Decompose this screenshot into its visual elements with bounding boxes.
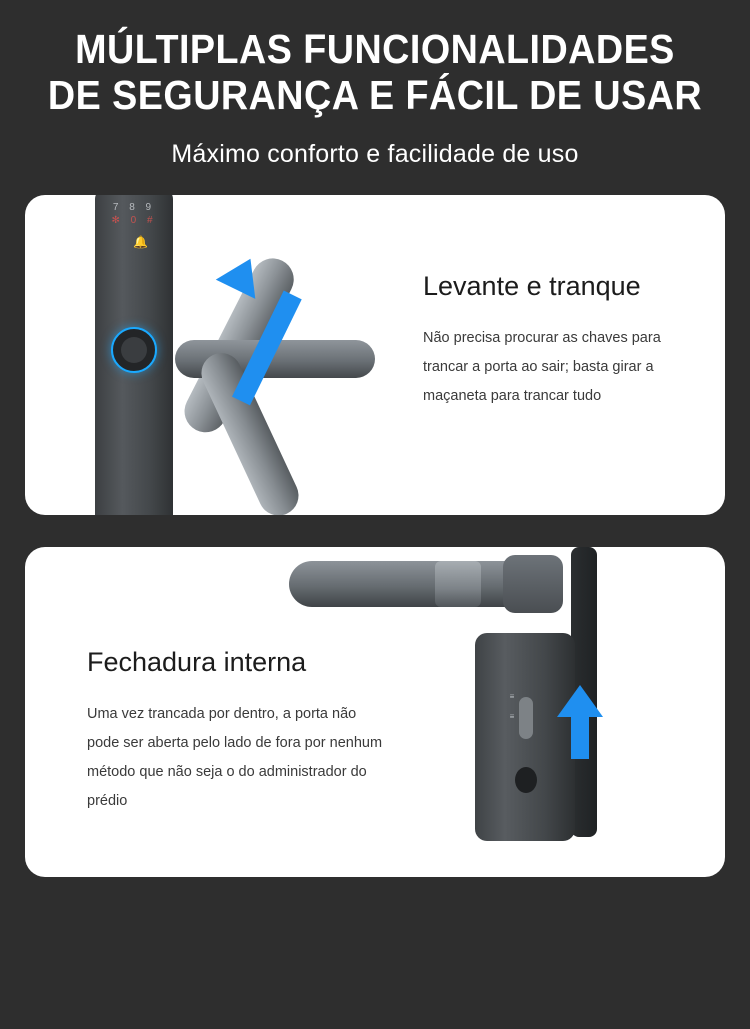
card1-text-block: [423, 271, 693, 411]
thumb-turn-switch: [519, 697, 533, 739]
page-title-line-2: DE SEGURANÇA E FÁCIL DE USAR: [47, 72, 703, 118]
page-title: [30, 26, 720, 118]
keyhole-icon: [515, 767, 537, 793]
slide-up-arrow-icon: [557, 685, 603, 757]
page-header: [0, 0, 750, 169]
switch-marks: ≡ ≡: [509, 692, 515, 721]
fingerprint-reader-icon: [111, 327, 157, 373]
card1-heading: Levante e tranque: [423, 271, 641, 301]
keypad-row-1: 7 8 9: [112, 202, 156, 213]
feature-card-interior-lock: [25, 547, 725, 877]
card2-heading: Fechadura interna: [87, 647, 307, 677]
fingerprint-reader-center: [121, 337, 147, 363]
card2-text-block: [87, 647, 387, 816]
card2-body: Uma vez trancada por dentro, a porta não pode ser aberta pelo lado de fora por nenhum método que não seja o do administrador do prédio: [87, 706, 383, 809]
feature-card-lift-to-lock: [25, 195, 725, 515]
interior-handle-band: [435, 561, 481, 607]
bell-icon: 🔔: [133, 235, 148, 249]
page-subtitle: Máximo conforto e facilidade de uso: [171, 140, 579, 168]
lock-front-panel-illustration: [95, 195, 173, 515]
interior-handle: [289, 561, 539, 607]
interior-handle-base: [503, 555, 563, 613]
card1-body: Não precisa procurar as chaves para trancar a porta ao sair; basta girar a maçaneta para trancar tudo: [423, 330, 661, 404]
keypad-row-2: ✻ 0 #: [111, 215, 157, 226]
page-title-line-1: MÚLTIPLAS FUNCIONALIDADES: [75, 26, 675, 72]
